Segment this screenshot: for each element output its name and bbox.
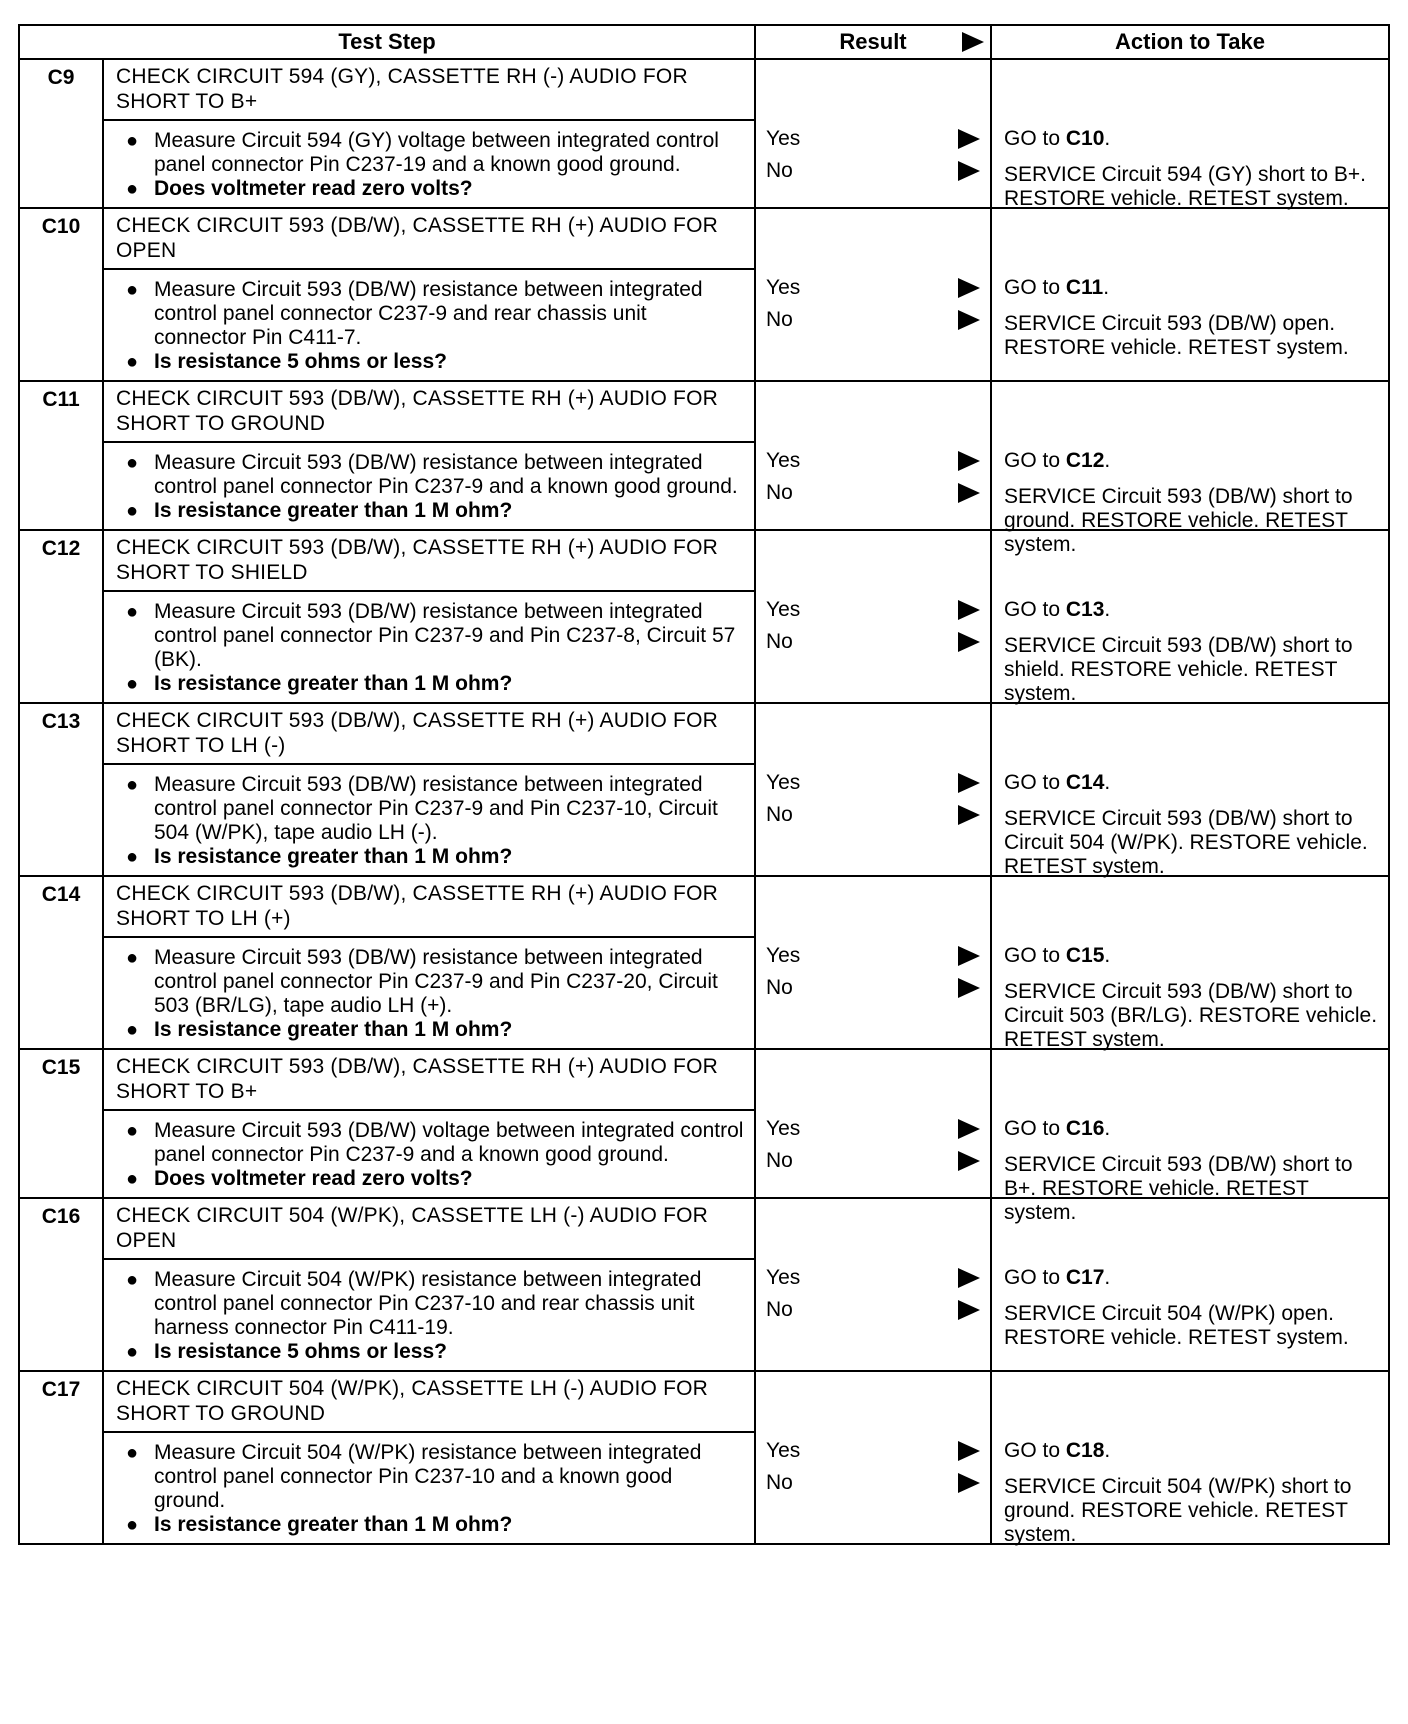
result-yes: [766, 1117, 984, 1141]
instruction-list: [116, 600, 744, 696]
bullet-icon: ●: [126, 130, 139, 152]
action-no: SERVICE Circuit 593 (DB/W) open. RESTORE vehicle. RETEST system.: [1004, 312, 1349, 359]
instruction-list: [116, 1119, 744, 1191]
result-no-label: No: [766, 1471, 793, 1494]
step-title-row: [19, 1049, 1389, 1110]
question-text: Is resistance greater than 1 M ohm?: [154, 499, 513, 522]
instruction-text: Measure Circuit 593 (DB/W) resistance between integrated control panel connector C237-9 and rear chassis unit connector Pin C411-7.: [154, 278, 703, 349]
action-yes: [1004, 449, 1382, 473]
instruction-question: [116, 845, 744, 869]
action-no: SERVICE Circuit 593 (DB/W) short to Circuit 504 (W/PK). RESTORE vehicle. RETEST system.: [1004, 807, 1368, 878]
instruction-list: [116, 451, 744, 523]
result-no: [766, 1149, 984, 1173]
action-yes-suffix: .: [1104, 127, 1111, 150]
action-yes-target: C16: [1065, 1117, 1105, 1140]
action-yes: [1004, 1439, 1382, 1463]
result-yes: [766, 944, 984, 968]
instruction-list: [116, 278, 744, 374]
action-options: [1004, 1266, 1382, 1350]
result-no-label: No: [766, 1149, 793, 1172]
step-action-cell: [991, 530, 1389, 703]
instruction-list: [116, 773, 744, 869]
step-result-cell: [755, 530, 991, 703]
step-title-row: [19, 208, 1389, 269]
action-yes: [1004, 1117, 1382, 1141]
action-yes-prefix: GO to: [1004, 1266, 1066, 1289]
question-text: Is resistance greater than 1 M ohm?: [154, 1513, 513, 1536]
step-instructions: [103, 269, 755, 381]
step-id: C9: [19, 59, 103, 208]
arrow-right-icon: [958, 1441, 980, 1461]
step-action-cell: [991, 1198, 1389, 1371]
action-options: [1004, 276, 1382, 360]
bullet-icon: ●: [126, 1514, 139, 1536]
result-no-label: No: [766, 159, 793, 182]
test-steps-body: [19, 59, 1389, 1544]
action-yes-prefix: GO to: [1004, 276, 1066, 299]
bullet-icon: ●: [126, 178, 139, 200]
step-action-cell: [991, 1371, 1389, 1544]
arrow-right-icon: [958, 310, 980, 330]
step-result-cell: [755, 703, 991, 876]
result-yes-label: Yes: [766, 944, 801, 967]
step-id: C11: [19, 381, 103, 530]
step-result-cell: [755, 381, 991, 530]
step-result-cell: [755, 1371, 991, 1544]
header-action: Action to Take: [991, 25, 1389, 59]
instruction-list: [116, 129, 744, 201]
step-result-cell: [755, 1049, 991, 1198]
step-instructions: [103, 1110, 755, 1198]
step-id: C10: [19, 208, 103, 381]
action-yes-target: C18: [1065, 1439, 1105, 1462]
bullet-icon: ●: [126, 774, 139, 796]
step-title: CHECK CIRCUIT 593 (DB/W), CASSETTE RH (+) AUDIO FOR SHORT TO B+: [103, 1049, 755, 1110]
result-no-label: No: [766, 481, 793, 504]
arrow-right-icon: [958, 451, 980, 471]
result-no: [766, 1298, 984, 1322]
instruction-item: [116, 1119, 744, 1167]
step-action-cell: [991, 703, 1389, 876]
step-instructions: [103, 1259, 755, 1371]
action-yes-suffix: .: [1104, 1439, 1111, 1462]
instruction-text: Measure Circuit 594 (GY) voltage between integrated control panel connector Pin C237-19 and a known good ground.: [154, 129, 719, 176]
step-result-cell: [755, 876, 991, 1049]
instruction-question: [116, 1340, 744, 1364]
instruction-question: [116, 672, 744, 696]
instruction-text: Measure Circuit 593 (DB/W) resistance between integrated control panel connector Pin C237-9 and Pin C237-8, Circuit 57 (BK).: [154, 600, 736, 671]
bullet-icon: ●: [126, 601, 139, 623]
action-options: [1004, 771, 1382, 879]
step-id: C12: [19, 530, 103, 703]
action-options: [1004, 1439, 1382, 1547]
arrow-right-icon: [958, 773, 980, 793]
header-test-step: Test Step: [19, 25, 755, 59]
instruction-question: [116, 350, 744, 374]
action-yes-prefix: GO to: [1004, 127, 1066, 150]
action-yes-prefix: GO to: [1004, 1439, 1066, 1462]
action-no: SERVICE Circuit 593 (DB/W) short to Circuit 503 (BR/LG). RESTORE vehicle. RETEST system.: [1004, 980, 1378, 1051]
question-text: Is resistance greater than 1 M ohm?: [154, 672, 513, 695]
step-title: CHECK CIRCUIT 593 (DB/W), CASSETTE RH (+) AUDIO FOR OPEN: [103, 208, 755, 269]
action-yes-suffix: .: [1104, 1117, 1111, 1140]
instruction-question: [116, 1167, 744, 1191]
bullet-icon: ●: [126, 1168, 139, 1190]
action-yes: [1004, 276, 1382, 300]
action-yes-suffix: .: [1104, 1266, 1111, 1289]
step-id: C13: [19, 703, 103, 876]
instruction-item: [116, 278, 744, 350]
action-yes-target: C13: [1065, 598, 1105, 621]
instruction-list: [116, 1268, 744, 1364]
action-options: [1004, 944, 1382, 1052]
result-yes-label: Yes: [766, 1439, 801, 1462]
result-yes: [766, 127, 984, 151]
step-instructions: [103, 591, 755, 703]
arrow-right-icon: [958, 632, 980, 652]
step-title: CHECK CIRCUIT 593 (DB/W), CASSETTE RH (+) AUDIO FOR SHORT TO GROUND: [103, 381, 755, 442]
arrow-right-icon: [958, 129, 980, 149]
question-text: Does voltmeter read zero volts?: [154, 1167, 473, 1190]
action-yes-suffix: .: [1104, 449, 1111, 472]
action-yes-prefix: GO to: [1004, 944, 1066, 967]
step-title-row: [19, 703, 1389, 764]
step-action-cell: [991, 208, 1389, 381]
action-no: SERVICE Circuit 594 (GY) short to B+. RESTORE vehicle. RETEST system.: [1004, 163, 1367, 210]
result-yes-label: Yes: [766, 276, 801, 299]
step-result-cell: [755, 1198, 991, 1371]
arrow-right-icon: [958, 1268, 980, 1288]
header-result-label: Result: [839, 29, 907, 54]
action-yes-suffix: .: [1104, 944, 1111, 967]
action-yes-target: C10: [1065, 127, 1105, 150]
result-yes-label: Yes: [766, 771, 801, 794]
bullet-icon: ●: [126, 947, 139, 969]
result-no: [766, 308, 984, 332]
step-title: CHECK CIRCUIT 594 (GY), CASSETTE RH (-) AUDIO FOR SHORT TO B+: [103, 59, 755, 120]
arrow-right-icon: [958, 1473, 980, 1493]
action-no: SERVICE Circuit 504 (W/PK) open. RESTORE vehicle. RETEST system.: [1004, 1302, 1349, 1349]
result-yes: [766, 276, 984, 300]
result-no: [766, 976, 984, 1000]
action-options: [1004, 127, 1382, 211]
result-yes: [766, 1439, 984, 1463]
bullet-icon: ●: [126, 500, 139, 522]
result-yes: [766, 771, 984, 795]
result-yes-label: Yes: [766, 598, 801, 621]
arrow-right-icon: [958, 978, 980, 998]
step-instructions: [103, 937, 755, 1049]
header-result: [755, 25, 991, 59]
instruction-text: Measure Circuit 593 (DB/W) resistance between integrated control panel connector Pin C237-9 and Pin C237-10, Circuit 504 (W/PK), tape audio LH (-).: [154, 773, 718, 844]
action-yes: [1004, 1266, 1382, 1290]
bullet-icon: ●: [126, 279, 139, 301]
instruction-item: [116, 129, 744, 177]
action-no: SERVICE Circuit 593 (DB/W) short to B+. RESTORE vehicle. RETEST system.: [1004, 1153, 1353, 1224]
action-yes-target: C14: [1065, 771, 1105, 794]
arrow-right-icon: [958, 278, 980, 298]
step-title: CHECK CIRCUIT 504 (W/PK), CASSETTE LH (-) AUDIO FOR OPEN: [103, 1198, 755, 1259]
instruction-question: [116, 499, 744, 523]
result-yes: [766, 1266, 984, 1290]
action-yes-target: C12: [1065, 449, 1105, 472]
step-title-row: [19, 381, 1389, 442]
bullet-icon: ●: [126, 846, 139, 868]
instruction-item: [116, 600, 744, 672]
instruction-text: Measure Circuit 593 (DB/W) voltage between integrated control panel connector Pin C237-9 and a known good ground.: [154, 1119, 744, 1166]
arrow-right-icon: [958, 483, 980, 503]
step-id: C14: [19, 876, 103, 1049]
table-header-row: [19, 25, 1389, 59]
result-yes-label: Yes: [766, 449, 801, 472]
question-text: Is resistance greater than 1 M ohm?: [154, 845, 513, 868]
arrow-right-icon: [958, 1151, 980, 1171]
step-title: CHECK CIRCUIT 593 (DB/W), CASSETTE RH (+) AUDIO FOR SHORT TO LH (+): [103, 876, 755, 937]
step-title-row: [19, 876, 1389, 937]
instruction-item: [116, 451, 744, 499]
result-yes-label: Yes: [766, 1117, 801, 1140]
result-options: [766, 944, 984, 1000]
bullet-icon: ●: [126, 1442, 139, 1464]
step-title: CHECK CIRCUIT 593 (DB/W), CASSETTE RH (+) AUDIO FOR SHORT TO LH (-): [103, 703, 755, 764]
result-no-label: No: [766, 1298, 793, 1321]
header-arrow-icon: [962, 32, 984, 52]
result-no: [766, 159, 984, 183]
instruction-item: [116, 773, 744, 845]
result-no: [766, 481, 984, 505]
step-action-cell: [991, 381, 1389, 556]
step-instructions: [103, 442, 755, 530]
instruction-item: [116, 946, 744, 1018]
step-title: CHECK CIRCUIT 504 (W/PK), CASSETTE LH (-) AUDIO FOR SHORT TO GROUND: [103, 1371, 755, 1432]
result-no: [766, 803, 984, 827]
arrow-right-icon: [958, 600, 980, 620]
question-text: Is resistance 5 ohms or less?: [154, 1340, 447, 1363]
result-yes: [766, 598, 984, 622]
result-yes-label: Yes: [766, 1266, 801, 1289]
arrow-right-icon: [958, 946, 980, 966]
result-options: [766, 771, 984, 827]
bullet-icon: ●: [126, 673, 139, 695]
result-no-label: No: [766, 803, 793, 826]
arrow-right-icon: [958, 1119, 980, 1139]
result-yes-label: Yes: [766, 127, 801, 150]
result-no: [766, 630, 984, 654]
test-table: [18, 24, 1390, 1545]
instruction-question: [116, 177, 744, 201]
action-yes-target: C17: [1065, 1266, 1105, 1289]
step-action-cell: [991, 876, 1389, 1049]
question-text: Is resistance 5 ohms or less?: [154, 350, 447, 373]
action-yes-prefix: GO to: [1004, 1117, 1066, 1140]
instruction-text: Measure Circuit 593 (DB/W) resistance between integrated control panel connector Pin C237-9 and Pin C237-20, Circuit 503 (BR/LG), tape audio LH (+).: [154, 946, 718, 1017]
step-instructions: [103, 120, 755, 208]
instruction-item: [116, 1268, 744, 1340]
action-no: SERVICE Circuit 593 (DB/W) short to shield. RESTORE vehicle. RETEST system.: [1004, 634, 1353, 705]
result-yes: [766, 449, 984, 473]
action-yes: [1004, 598, 1382, 622]
bullet-icon: ●: [126, 1120, 139, 1142]
action-yes-target: C11: [1065, 276, 1104, 299]
result-options: [766, 276, 984, 332]
instruction-text: Measure Circuit 504 (W/PK) resistance between integrated control panel connector Pin C237-10 and a known good ground.: [154, 1441, 702, 1512]
bullet-icon: ●: [126, 351, 139, 373]
step-id: C17: [19, 1371, 103, 1544]
action-yes-target: C15: [1065, 944, 1105, 967]
step-action-cell: [991, 59, 1389, 208]
result-options: [766, 598, 984, 654]
action-no: SERVICE Circuit 504 (W/PK) short to ground. RESTORE vehicle. RETEST system.: [1004, 1475, 1352, 1546]
step-result-cell: [755, 59, 991, 208]
action-yes: [1004, 771, 1382, 795]
action-yes-suffix: .: [1104, 598, 1111, 621]
action-yes-suffix: .: [1104, 771, 1111, 794]
step-title: CHECK CIRCUIT 593 (DB/W), CASSETTE RH (+) AUDIO FOR SHORT TO SHIELD: [103, 530, 755, 591]
action-yes: [1004, 127, 1382, 151]
result-no-label: No: [766, 976, 793, 999]
action-no: SERVICE Circuit 593 (DB/W) short to ground. RESTORE vehicle. RETEST system.: [1004, 485, 1353, 556]
result-no-label: No: [766, 308, 793, 331]
arrow-right-icon: [958, 805, 980, 825]
question-text: Is resistance greater than 1 M ohm?: [154, 1018, 513, 1041]
action-yes-suffix: .: [1103, 276, 1110, 299]
result-options: [766, 1439, 984, 1495]
step-action-cell: [991, 1049, 1389, 1224]
pinpoint-test-table: [18, 24, 1390, 1545]
instruction-text: Measure Circuit 593 (DB/W) resistance between integrated control panel connector Pin C237-9 and a known good ground.: [154, 451, 738, 498]
step-instructions: [103, 1432, 755, 1544]
result-options: [766, 127, 984, 183]
instruction-text: Measure Circuit 504 (W/PK) resistance between integrated control panel connector Pin C237-10 and rear chassis unit harness connector Pin C411-19.: [154, 1268, 702, 1339]
instruction-list: [116, 946, 744, 1042]
instruction-item: [116, 1441, 744, 1513]
arrow-right-icon: [958, 1300, 980, 1320]
step-id: C16: [19, 1198, 103, 1371]
instruction-list: [116, 1441, 744, 1537]
step-title-row: [19, 59, 1389, 120]
bullet-icon: ●: [126, 1019, 139, 1041]
result-options: [766, 1117, 984, 1173]
step-id: C15: [19, 1049, 103, 1198]
instruction-question: [116, 1018, 744, 1042]
step-title-row: [19, 1198, 1389, 1259]
result-no: [766, 1471, 984, 1495]
result-no-label: No: [766, 630, 793, 653]
action-yes: [1004, 944, 1382, 968]
result-options: [766, 1266, 984, 1322]
result-options: [766, 449, 984, 505]
action-yes-prefix: GO to: [1004, 771, 1066, 794]
step-instructions: [103, 764, 755, 876]
action-options: [1004, 598, 1382, 706]
step-title-row: [19, 1371, 1389, 1432]
question-text: Does voltmeter read zero volts?: [154, 177, 473, 200]
step-title-row: [19, 530, 1389, 591]
action-yes-prefix: GO to: [1004, 449, 1066, 472]
action-yes-prefix: GO to: [1004, 598, 1066, 621]
bullet-icon: ●: [126, 452, 139, 474]
instruction-question: [116, 1513, 744, 1537]
bullet-icon: ●: [126, 1269, 139, 1291]
bullet-icon: ●: [126, 1341, 139, 1363]
step-result-cell: [755, 208, 991, 381]
arrow-right-icon: [958, 161, 980, 181]
